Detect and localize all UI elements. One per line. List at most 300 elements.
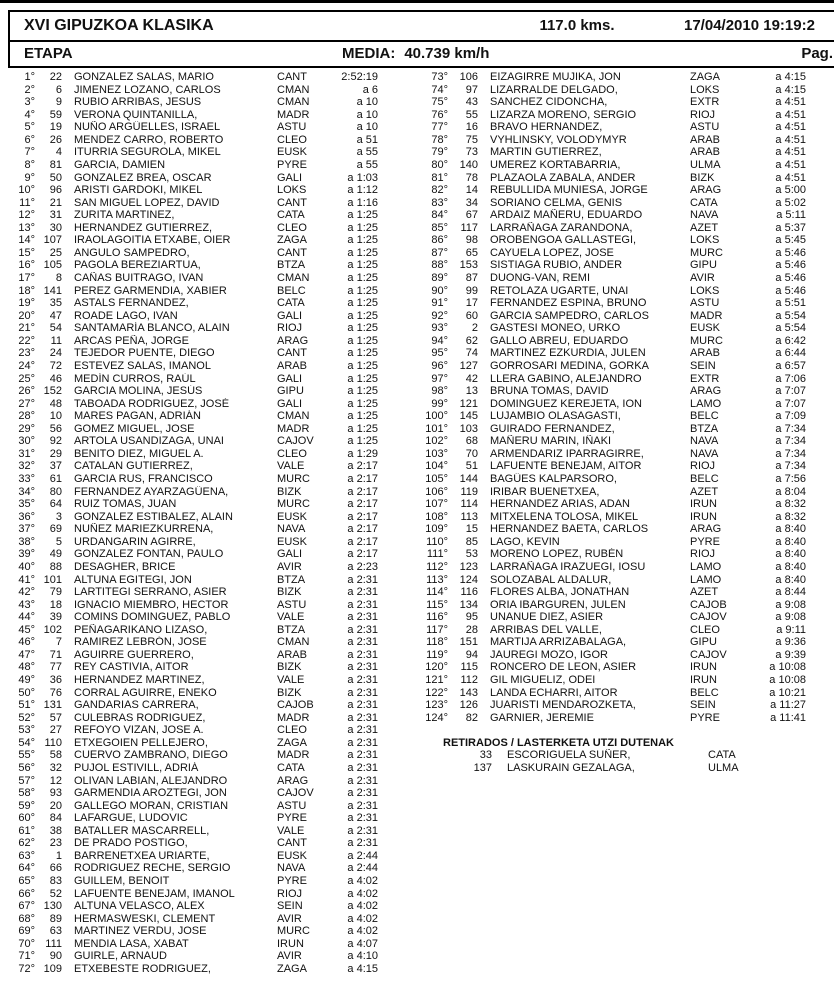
bib-number-cell: 56 xyxy=(49,422,62,435)
bib-number-cell: 87 xyxy=(465,272,478,284)
bib-number-cell: 32 xyxy=(49,761,62,774)
position-cell: 10° xyxy=(18,184,35,197)
team-cell: VALE xyxy=(277,824,305,837)
position-cell: 105° xyxy=(425,473,448,485)
result-row xyxy=(8,561,378,574)
team-cell: VALE xyxy=(277,611,305,624)
position-cell: 72° xyxy=(18,962,35,975)
rider-name-cell: JAUREGI MOZO, IGOR xyxy=(490,648,608,661)
team-cell: LOKS xyxy=(277,184,307,197)
time-cell: a 2:31 xyxy=(347,724,378,737)
time-cell: a 2:44 xyxy=(347,849,378,862)
position-cell: 77° xyxy=(431,121,448,134)
rider-name-cell: GONZALEZ FONTAN, PAULO xyxy=(74,548,224,561)
rider-name-cell: GARCIA MOLINA, JESÚS xyxy=(74,385,203,398)
time-cell: a 2:17 xyxy=(347,460,378,473)
time-cell: a 8:40 xyxy=(775,523,806,536)
rider-name-cell: GALLO ABREU, EDUARDO xyxy=(490,334,629,347)
position-cell: 42° xyxy=(18,586,35,599)
position-cell: 94° xyxy=(431,334,448,347)
bib-number-cell: 106 xyxy=(459,71,478,83)
rider-name-cell: CULEBRAS RODRIGUEZ, xyxy=(74,711,206,724)
position-cell: 118° xyxy=(426,636,448,649)
time-cell: a 1:03 xyxy=(347,171,378,184)
bib-number-cell: 153 xyxy=(459,259,478,272)
bib-number-cell: 90 xyxy=(49,950,62,963)
position-cell: 85° xyxy=(431,221,448,234)
rider-name-cell: ALTUNA EGITEGI, JON xyxy=(74,573,192,586)
rider-name-cell: RONCERO DE LEON, ASIER xyxy=(490,661,637,674)
results-rows-right xyxy=(421,71,806,724)
rider-name-cell: LAFUENTE BENEJAM, IMANOL xyxy=(74,887,235,900)
team-cell: MURC xyxy=(690,334,723,347)
result-row xyxy=(8,410,378,423)
result-row xyxy=(421,687,806,700)
time-cell: a 7:09 xyxy=(775,410,806,423)
position-cell: 37° xyxy=(18,523,35,536)
team-cell: EUSK xyxy=(277,849,307,862)
team-cell: IRUN xyxy=(690,498,717,511)
position-cell: 31° xyxy=(18,447,35,460)
result-row xyxy=(8,536,378,549)
result-row xyxy=(8,611,378,624)
position-cell: 96° xyxy=(431,359,448,372)
bib-number-cell: 134 xyxy=(459,598,478,611)
team-cell: LOKS xyxy=(690,234,720,247)
bib-number-cell: 11 xyxy=(50,334,62,347)
result-row xyxy=(8,636,378,649)
retired-row xyxy=(421,749,806,762)
team-cell: BIZK xyxy=(277,661,302,674)
rider-name-cell: CAÑAS BUITRAGO, IVAN xyxy=(74,272,204,284)
result-row xyxy=(8,435,378,448)
bib-number-cell: 19 xyxy=(49,121,62,134)
team-cell: RIOJ xyxy=(277,887,303,900)
team-cell: AVIR xyxy=(277,560,302,573)
rider-name-cell: PEÑAGARIKANO LIZASO, xyxy=(74,623,208,636)
result-row xyxy=(8,310,378,323)
bib-number-cell: 85 xyxy=(465,535,478,548)
bib-number-cell: 127 xyxy=(459,359,478,372)
results-column-right xyxy=(421,71,806,775)
rider-name-cell: LARRAÑAGA ZARANDONA, xyxy=(490,221,633,234)
rider-name-cell: MAÑERU MARIN, IÑAKI xyxy=(490,435,612,448)
rider-name-cell: CUERVO ZAMBRANO, DIEGO xyxy=(74,749,228,762)
time-cell: a 9:11 xyxy=(776,623,806,636)
rider-name-cell: MEDÍN CURROS, RAÚL xyxy=(74,372,196,385)
rider-name-cell: MITXELENA TOLOSA, MIKEL xyxy=(490,510,639,523)
team-cell: PYRE xyxy=(690,711,720,724)
position-cell: 25° xyxy=(18,372,35,385)
result-row xyxy=(421,699,806,712)
result-row xyxy=(421,134,806,147)
bib-number-cell: 95 xyxy=(465,611,478,624)
time-cell: a 10 xyxy=(356,96,378,109)
rider-name-cell: LIZARRALDE DELGADO, xyxy=(490,83,618,96)
bib-number-cell: 124 xyxy=(459,573,478,586)
position-cell: 120° xyxy=(425,661,448,674)
time-cell: a 6 xyxy=(362,83,378,96)
time-cell: a 1:12 xyxy=(347,184,378,197)
rider-name-cell: ANGULO SAMPEDRO, xyxy=(74,246,190,259)
result-row xyxy=(421,423,806,436)
result-row xyxy=(8,699,378,712)
result-row xyxy=(8,486,378,499)
position-cell: 61° xyxy=(18,824,35,837)
team-cell: CATA xyxy=(277,209,305,222)
header-row-stage xyxy=(10,42,834,66)
result-row xyxy=(8,247,378,260)
bib-number-cell: 117 xyxy=(460,221,478,234)
bib-number-cell: 103 xyxy=(459,422,478,435)
rider-name-cell: GUIRLE, ARNAUD xyxy=(74,950,167,963)
bib-number-cell: 97 xyxy=(465,83,478,96)
result-row xyxy=(421,373,806,386)
result-row xyxy=(8,888,378,901)
team-cell: IRUN xyxy=(690,661,717,674)
team-cell: BIZK xyxy=(277,485,302,498)
time-cell: a 5:54 xyxy=(775,322,806,335)
rider-name-cell: GARNIER, JEREMIE xyxy=(490,711,594,724)
team-cell: CATA xyxy=(277,297,305,310)
time-cell: a 2:17 xyxy=(347,548,378,561)
result-row xyxy=(421,159,806,172)
position-cell: 116° xyxy=(426,611,448,624)
position-cell: 110° xyxy=(426,535,448,548)
position-cell: 30° xyxy=(18,435,35,448)
team-cell: AZET xyxy=(690,485,719,498)
position-cell: 5° xyxy=(24,121,35,134)
time-cell: a 4:02 xyxy=(347,887,378,900)
time-cell: a 8:32 xyxy=(775,510,806,523)
position-cell: 74° xyxy=(431,83,448,96)
bib-number-cell: 92 xyxy=(49,435,62,448)
rider-name-cell: REY CASTIVIA, AITOR xyxy=(74,661,189,674)
time-cell: a 2:31 xyxy=(347,736,378,749)
time-cell: a 10:21 xyxy=(769,686,806,699)
result-row xyxy=(8,209,378,222)
position-cell: 65° xyxy=(18,875,35,887)
team-cell: NAVA xyxy=(277,523,306,536)
team-cell: BTZA xyxy=(277,573,306,586)
bib-number-cell: 143 xyxy=(459,686,478,699)
time-cell: a 2:23 xyxy=(347,560,378,573)
time-cell: a 1:25 xyxy=(347,397,378,410)
position-cell: 102° xyxy=(425,435,448,448)
bib-number-cell: 131 xyxy=(43,699,62,712)
position-cell: 1° xyxy=(24,71,35,83)
result-row xyxy=(8,146,378,159)
bib-number-cell: 115 xyxy=(460,661,478,674)
time-cell: a 5:37 xyxy=(775,221,806,234)
position-cell: 121° xyxy=(425,674,448,686)
bib-number-cell: 88 xyxy=(49,560,62,573)
time-cell: a 2:31 xyxy=(347,787,378,800)
rider-name-cell: ETXEBESTE RODRIGUEZ, xyxy=(74,962,211,975)
rider-name-cell: RAMIREZ LEBRÓN, JOSE xyxy=(74,636,207,649)
result-row xyxy=(8,473,378,486)
time-cell: a 8:04 xyxy=(775,485,806,498)
team-cell: RIOJ xyxy=(690,108,716,121)
rider-name-cell: MARTIJA ARRIZABALAGA, xyxy=(490,636,627,649)
position-cell: 80° xyxy=(431,158,448,171)
position-cell: 86° xyxy=(431,234,448,247)
rider-name-cell: VYHLINSKY, VOLODYMYR xyxy=(490,133,627,146)
team-cell: ZAGA xyxy=(690,71,720,83)
position-cell: 40° xyxy=(18,560,35,573)
bib-number-cell: 72 xyxy=(49,359,62,372)
time-cell: a 4:51 xyxy=(775,108,806,121)
position-cell: 103° xyxy=(425,447,448,460)
team-cell: SEIN xyxy=(690,699,716,712)
rider-name-cell: EIZAGIRRE MUJIKA, JON xyxy=(490,71,621,83)
team-cell: MURC xyxy=(690,246,723,259)
result-row xyxy=(421,184,806,197)
time-cell: a 8:44 xyxy=(775,586,806,599)
result-row xyxy=(8,360,378,373)
position-cell: 68° xyxy=(18,912,35,925)
bib-number-cell: 6 xyxy=(55,83,62,96)
result-row xyxy=(8,762,378,775)
position-cell: 39° xyxy=(18,548,35,561)
result-row xyxy=(8,938,378,951)
rider-name-cell: GUILLEM, BENOIT xyxy=(74,875,170,887)
bib-number-cell: 25 xyxy=(49,246,62,259)
team-cell: ASTU xyxy=(277,121,307,134)
time-cell: a 1:25 xyxy=(347,246,378,259)
time-cell: a 1:25 xyxy=(347,309,378,322)
rider-name-cell: DESAGHER, BRICE xyxy=(74,560,176,573)
retired-section-title: RETIRADOS / LASTERKETA UTZI DUTENAK xyxy=(443,736,674,749)
result-row xyxy=(421,636,806,649)
page-label: Pag. xyxy=(801,45,833,62)
bib-number-cell: 48 xyxy=(49,397,62,410)
result-row xyxy=(8,825,378,838)
retired-rows xyxy=(421,749,806,774)
race-datetime: 17/04/2010 19:19:2 xyxy=(684,17,815,34)
team-cell: CMAN xyxy=(277,272,310,284)
team-cell: MURC xyxy=(277,498,310,511)
team-cell: ARAG xyxy=(690,385,722,398)
result-row xyxy=(421,96,806,109)
bib-number-cell: 74 xyxy=(465,347,478,360)
bib-number-cell: 46 xyxy=(49,372,62,385)
rider-name-cell: PLAZAOLA ZABALA, ANDER xyxy=(490,171,636,184)
time-cell: a 4:51 xyxy=(775,96,806,109)
time-cell: a 5:54 xyxy=(775,309,806,322)
team-cell: NAVA xyxy=(690,447,719,460)
position-cell: 6° xyxy=(24,133,35,146)
rider-name-cell: MARTINEZ VERDU, JOSE xyxy=(74,925,207,938)
bib-number-cell: 21 xyxy=(49,196,62,209)
position-cell: 66° xyxy=(18,887,35,900)
time-cell: a 8:40 xyxy=(775,535,806,548)
result-row xyxy=(421,335,806,348)
team-cell: LAMO xyxy=(690,560,722,573)
time-cell: a 5:46 xyxy=(775,246,806,259)
result-row xyxy=(8,159,378,172)
position-cell: 79° xyxy=(431,146,448,159)
position-cell: 87° xyxy=(431,246,448,259)
position-cell: 14° xyxy=(18,234,35,247)
time-cell: a 5:46 xyxy=(775,272,806,284)
team-cell: NAVA xyxy=(690,209,719,222)
bib-number-cell: 94 xyxy=(465,648,478,661)
rider-name-cell: MORENO LOPEZ, RUBÉN xyxy=(490,548,624,561)
result-row xyxy=(421,109,806,122)
rider-name-cell: NUÑO ARGÜELLES, ISRAEL xyxy=(74,121,221,134)
team-cell: ZAGA xyxy=(277,962,307,975)
rider-name-cell: CATALAN GUTIERREZ, xyxy=(74,460,193,473)
result-row xyxy=(8,448,378,461)
rider-name-cell: UMEREZ KORTABARRIA, xyxy=(490,158,621,171)
position-cell: 88° xyxy=(431,259,448,272)
rider-name-cell: HERNANDEZ GUTIERREZ, xyxy=(74,221,213,234)
result-row xyxy=(8,172,378,185)
team-cell: ASTU xyxy=(690,297,720,310)
team-cell: MADR xyxy=(690,309,723,322)
time-cell: a 2:31 xyxy=(347,586,378,599)
result-row xyxy=(8,498,378,511)
team-cell: CAJOB xyxy=(277,699,314,712)
bib-number-cell: 109 xyxy=(43,962,62,975)
result-row xyxy=(8,661,378,674)
rider-name-cell: FERNANDEZ ESPINA, BRUNO xyxy=(490,297,647,310)
team-cell: BTZA xyxy=(277,623,306,636)
result-row xyxy=(8,460,378,473)
bib-number-cell: 102 xyxy=(43,623,62,636)
result-row xyxy=(8,862,378,875)
team-cell: CATA xyxy=(690,196,718,209)
position-cell: 69° xyxy=(18,925,35,938)
bib-number-cell: 116 xyxy=(460,586,478,599)
result-row xyxy=(8,347,378,360)
result-row xyxy=(421,121,806,134)
position-cell: 111° xyxy=(426,548,448,561)
team-cell: CANT xyxy=(277,246,307,259)
position-cell: 20° xyxy=(18,309,35,322)
rider-name-cell: TEJEDOR PUENTE, DIEGO xyxy=(74,347,215,360)
team-cell: CMAN xyxy=(277,96,310,109)
result-row xyxy=(8,737,378,750)
bib-number-cell: 50 xyxy=(49,171,62,184)
rider-name-cell: SANTAMARÍA BLANCO, ALAIN xyxy=(74,322,230,335)
bib-number-cell: 61 xyxy=(49,473,62,485)
position-cell: 19° xyxy=(18,297,35,310)
position-cell: 95° xyxy=(431,347,448,360)
team-cell: EXTR xyxy=(690,372,720,385)
time-cell: a 6:42 xyxy=(775,334,806,347)
result-row xyxy=(8,837,378,850)
bib-number-cell: 26 xyxy=(49,133,62,146)
result-row xyxy=(8,84,378,97)
team-cell: MADR xyxy=(277,108,310,121)
time-cell: a 2:31 xyxy=(347,824,378,837)
bib-number-cell: 49 xyxy=(49,548,62,561)
bib-number-cell: 8 xyxy=(55,272,62,284)
rider-name-cell: MARTIN GUTIERREZ, xyxy=(490,146,602,159)
rider-name-cell: HERMASWESKI, CLEMENT xyxy=(74,912,216,925)
position-cell: 8° xyxy=(24,158,35,171)
position-cell: 58° xyxy=(18,787,35,800)
position-cell: 53° xyxy=(18,724,35,737)
bib-number-cell: 151 xyxy=(459,636,478,649)
result-row xyxy=(421,197,806,210)
rider-name-cell: GIL MIGUELIZ, ODEI xyxy=(490,674,596,686)
position-cell: 89° xyxy=(431,272,448,284)
position-cell: 50° xyxy=(18,686,35,699)
position-cell: 75° xyxy=(431,96,448,109)
result-row xyxy=(421,611,806,624)
time-cell: a 5:11 xyxy=(776,209,806,222)
rider-name-cell: ZURITA MARTINEZ, xyxy=(74,209,175,222)
team-cell: GALI xyxy=(277,397,303,410)
bib-number-cell: 54 xyxy=(49,322,62,335)
result-row xyxy=(421,247,806,260)
rider-name-cell: PUJOL ESTIVILL, ADRIÁ xyxy=(74,761,199,774)
result-row xyxy=(8,71,378,84)
team-cell: ARAG xyxy=(277,334,309,347)
rider-name-cell: ESCORIGUELA SUÑER, xyxy=(507,749,631,762)
result-row xyxy=(8,109,378,122)
rider-name-cell: RUBIO ARRIBAS, JESUS xyxy=(74,96,202,109)
position-cell: 97° xyxy=(431,372,448,385)
time-cell: a 7:34 xyxy=(775,460,806,473)
team-cell: RIOJ xyxy=(690,548,716,561)
team-cell: BELC xyxy=(690,410,719,423)
bib-number-cell: 141 xyxy=(43,284,62,297)
rider-name-cell: GALLEGO MORAN, CRISTIAN xyxy=(74,799,229,812)
time-cell: a 10 xyxy=(356,108,378,121)
position-cell: 114° xyxy=(426,586,448,599)
rider-name-cell: ARRIBAS DEL VALLE, xyxy=(490,623,602,636)
time-cell: a 8:40 xyxy=(775,560,806,573)
bib-number-cell: 60 xyxy=(465,309,478,322)
position-cell: 52° xyxy=(18,711,35,724)
result-row xyxy=(421,272,806,285)
time-cell: a 5:46 xyxy=(775,259,806,272)
rider-name-cell: PAGOLA BEREZIARTUA, xyxy=(74,259,201,272)
rider-name-cell: RUIZ TOMAS, JUAN xyxy=(74,498,177,511)
rider-name-cell: HERNANDEZ BAETA, CARLOS xyxy=(490,523,649,536)
retired-row xyxy=(421,762,806,775)
result-row xyxy=(421,523,806,536)
time-cell: a 2:44 xyxy=(347,862,378,875)
position-cell: 117° xyxy=(426,623,448,636)
bib-number-cell: 119 xyxy=(460,485,478,498)
rider-name-cell: ORIA IBARGUREN, JULEN xyxy=(490,598,626,611)
bib-number-cell: 77 xyxy=(49,661,62,674)
result-row xyxy=(421,234,806,247)
team-cell: BELC xyxy=(690,473,719,485)
bib-number-cell: 37 xyxy=(49,460,62,473)
rider-name-cell: REBULLIDA MUNIESA, JORGE xyxy=(490,184,648,197)
result-row xyxy=(8,96,378,109)
time-cell: a 1:25 xyxy=(347,284,378,297)
team-cell: ARAB xyxy=(690,133,720,146)
team-cell: BTZA xyxy=(277,259,306,272)
rider-name-cell: VERONA QUINTANILLA, xyxy=(74,108,198,121)
time-cell: a 4:02 xyxy=(347,900,378,913)
team-cell: ASTU xyxy=(277,799,307,812)
result-row xyxy=(421,624,806,637)
time-cell: a 2:31 xyxy=(347,636,378,649)
result-row xyxy=(8,850,378,863)
team-cell: CAJOV xyxy=(277,435,314,448)
result-row xyxy=(421,347,806,360)
result-row xyxy=(8,875,378,888)
team-cell: SEIN xyxy=(277,900,303,913)
